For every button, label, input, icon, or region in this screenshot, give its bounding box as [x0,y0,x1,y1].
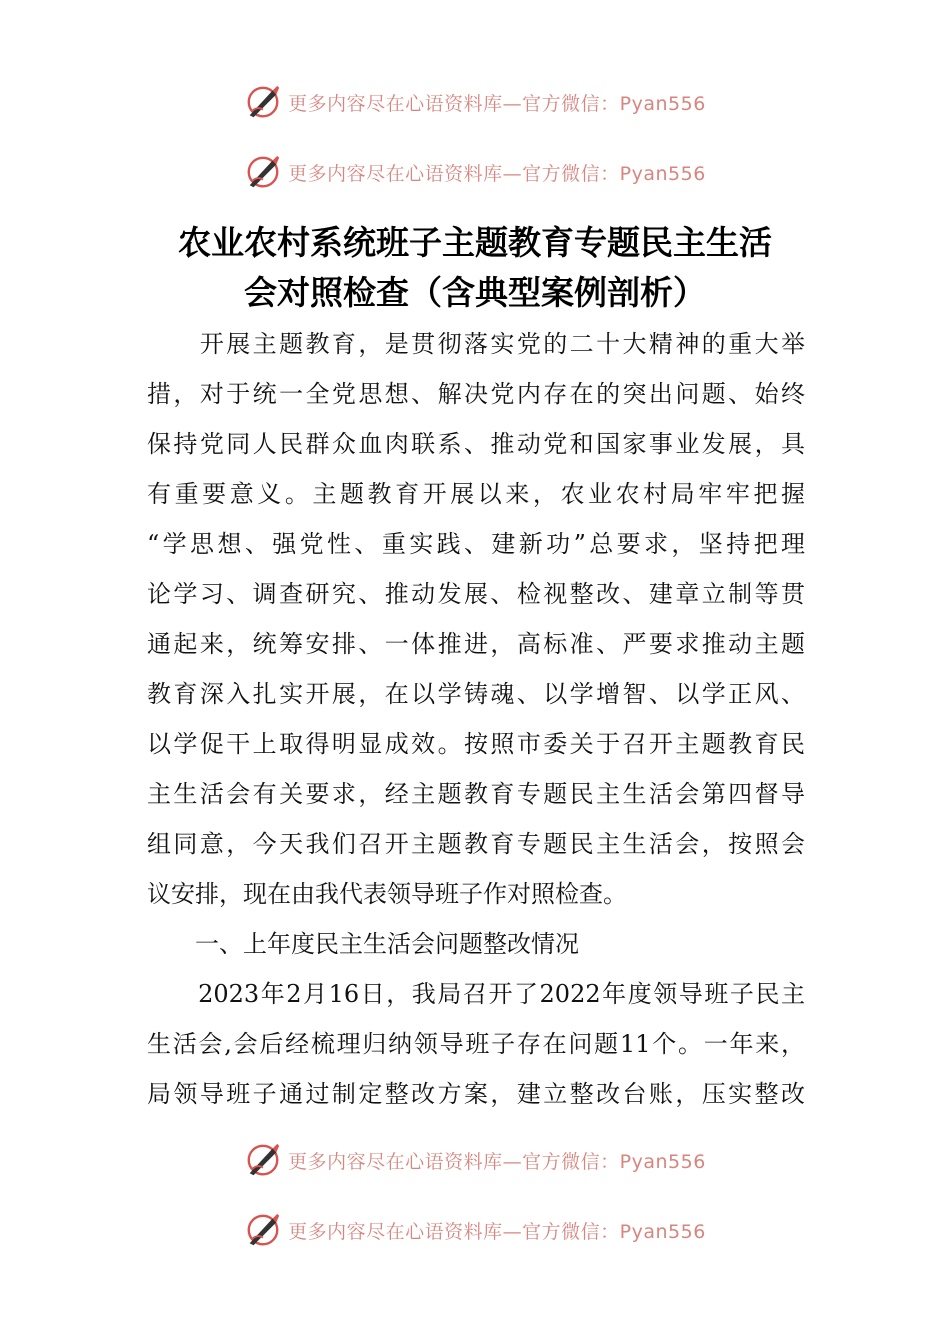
pen-logo-icon [244,83,282,121]
body-line: 措，对于统一全党思想、解决党内存在的突出问题、始终 [147,380,805,408]
pen-logo-icon [244,1211,282,1249]
body-line: 局领导班子通过制定整改方案，建立整改台账，压实整改 [147,1080,805,1108]
watermark-banner [0,1140,950,1180]
body-line: 教育深入扎实开展，在以学铸魂、以学增智、以学正风、 [147,680,805,708]
body-line: 开展主题教育，是贯彻落实党的二十大精神的重大举 [147,330,805,358]
body-line: 主生活会有关要求，经主题教育专题民主生活会第四督导 [147,780,805,808]
watermark-text: 更多内容尽在心语资料库—官方微信： [288,162,620,185]
body-line: 2023年2月16日，我局召开了2022年度领导班子民主 [147,980,805,1008]
document-title-line-2: 会对照检查（含典型案例剖析） [244,273,706,312]
watermark-text: 更多内容尽在心语资料库—官方微信： [288,92,620,115]
pen-logo-icon [244,1141,282,1179]
body-line: 论学习、调查研究、推动发展、检视整改、建章立制等贯 [147,580,805,608]
watermark-handle: Pyan556 [619,1220,706,1243]
body-line: 保持党同人民群众血肉联系、推动党和国家事业发展，具 [147,430,805,458]
watermark-banner [0,82,950,122]
section-heading: 一、上年度民主生活会问题整改情况 [147,930,579,958]
watermark-banner [0,1210,950,1250]
watermark-handle: Pyan556 [619,162,706,185]
body-line: “学思想、强党性、重实践、建新功”总要求，坚持把理 [147,530,805,558]
body-line: 有重要意义。主题教育开展以来，农业农村局牢牢把握 [147,480,805,508]
document-title-line-1: 农业农村系统班子主题教育专题民主生活 [178,223,772,262]
body-line: 以学促干上取得明显成效。按照市委关于召开主题教育民 [147,730,805,758]
watermark-handle: Pyan556 [619,92,706,115]
body-line: 议安排，现在由我代表领导班子作对照检查。 [147,880,627,908]
watermark-handle: Pyan556 [619,1150,706,1173]
body-line: 通起来，统筹安排、一体推进，高标准、严要求推动主题 [147,630,805,658]
body-line: 组同意，今天我们召开主题教育专题民主生活会，按照会 [147,830,805,858]
watermark-text: 更多内容尽在心语资料库—官方微信： [288,1220,620,1243]
watermark-banner [0,152,950,192]
watermark-text: 更多内容尽在心语资料库—官方微信： [288,1150,620,1173]
pen-logo-icon [244,153,282,191]
body-line: 生活会,会后经梳理归纳领导班子存在问题11个。一年来， [147,1030,805,1058]
